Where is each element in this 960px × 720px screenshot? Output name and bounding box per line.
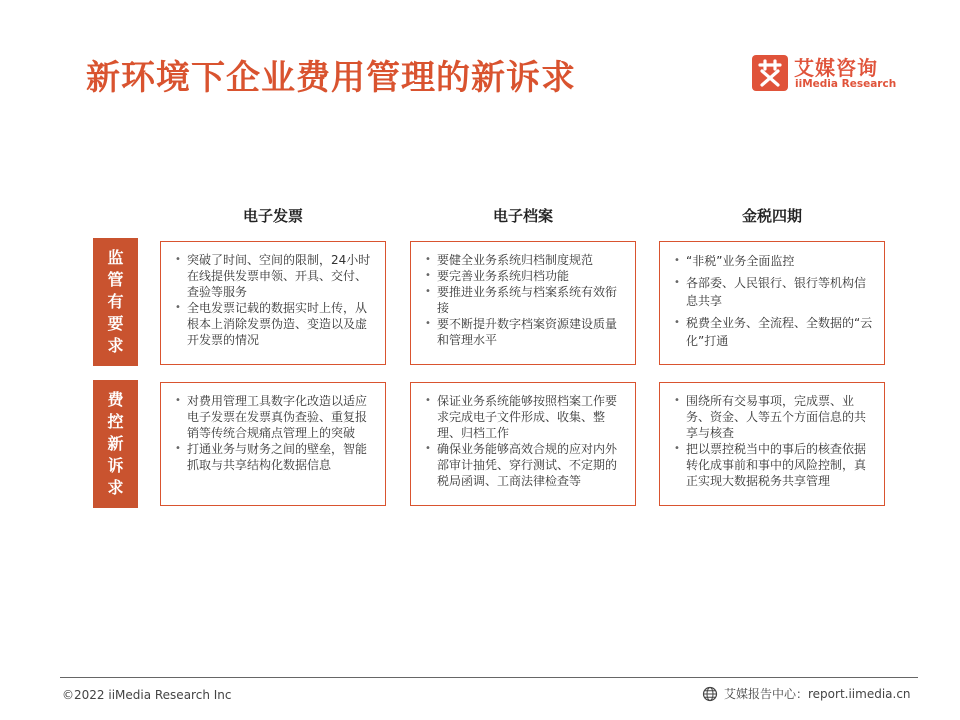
column-header-golden-tax: 金税四期 xyxy=(741,207,802,225)
list-item: • 对费用管理工具数字化改造以适应电子发票在发票真伪查验、重复报销等传统合规痛点管理上的突破 xyxy=(171,393,375,441)
list-item: • 打通业务与财务之间的壁垒，智能抓取与共享结构化数据信息 xyxy=(171,441,375,473)
logo-cn-text: 艾媒咨询 xyxy=(794,56,878,80)
row-label-expense-control xyxy=(93,380,138,508)
column-header-e-archive: 电子档案 xyxy=(492,207,553,225)
list-item: • 确保业务能够高效合规的应对内外部审计抽凭、穿行测试、不定期的税局函调、工商法律检查等 xyxy=(421,441,625,489)
footer-copyright: ©2022 iiMedia Research Inc xyxy=(62,688,232,702)
list-item: • 各部委、人民银行、银行等机构信息共享 xyxy=(670,274,874,310)
row-label-text: 费控新诉求 xyxy=(107,390,124,497)
cell-expense-e-archive xyxy=(410,382,636,506)
list-item: • 保证业务系统能够按照档案工作要求完成电子文件形成、收集、整理、归档工作 xyxy=(421,393,625,441)
cell-expense-golden-tax xyxy=(659,382,885,506)
list-item: • 把以票控税当中的事后的核查依据转化成事前和事中的风险控制，真正实现大数据税务共享管理 xyxy=(670,441,874,489)
column-header-e-invoice: 电子发票 xyxy=(242,207,303,225)
logo-en-text: iiMedia Research xyxy=(795,78,897,90)
footer-divider xyxy=(60,677,918,678)
cell-regulation-e-archive xyxy=(410,241,636,365)
list-item: • 要不断提升数字档案资源建设质量和管理水平 xyxy=(421,316,625,348)
footer-source xyxy=(702,685,911,702)
cell-expense-e-invoice xyxy=(160,382,386,506)
cell-regulation-e-invoice xyxy=(160,241,386,365)
row-label-regulation xyxy=(93,238,138,366)
footer-source-text: 艾媒报告中心：report.iimedia.cn xyxy=(724,687,911,701)
list-item: • 突破了时间、空间的限制，24小时在线提供发票申领、开具、交付、查验等服务 xyxy=(171,252,375,300)
list-item: • 围绕所有交易事项，完成票、业务、资金、人等五个方面信息的共享与核查 xyxy=(670,393,874,441)
list-item: • 要健全业务系统归档制度规范 xyxy=(421,252,625,268)
globe-icon xyxy=(702,686,718,702)
page-title: 新环境下企业费用管理的新诉求 xyxy=(86,58,576,98)
logo-mark-icon xyxy=(752,55,788,91)
list-item: • 要推进业务系统与档案系统有效衔接 xyxy=(421,284,625,316)
list-item: • 税费全业务、全流程、全数据的“云化”打通 xyxy=(670,314,874,350)
cell-regulation-golden-tax xyxy=(659,241,885,365)
list-item: • “非税”业务全面监控 xyxy=(670,252,874,270)
list-item: • 全电发票记载的数据实时上传，从根本上消除发票伪造、变造以及虚开发票的情况 xyxy=(171,300,375,348)
row-label-text: 监管有要求 xyxy=(107,248,124,355)
list-item: • 要完善业务系统归档功能 xyxy=(421,268,625,284)
